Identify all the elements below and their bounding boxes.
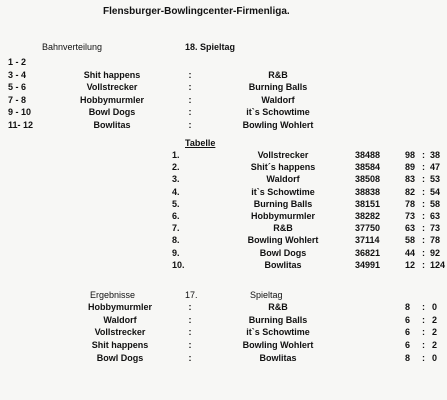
separator: : [188,352,192,363]
team-name: Bowlitas [264,259,302,270]
points-against: 47 [430,162,441,173]
home-team: Bowlitas [93,119,131,130]
rank: 5. [172,198,180,209]
lane-number: 7 - 8 [8,94,27,105]
away-team: Bowling Wohlert [242,340,314,351]
home-team: Vollstrecker [86,82,138,92]
score-colon: : [422,211,425,221]
points-for: 78 [404,198,415,209]
score-home: 6 [404,327,410,338]
away-team: Burning Balls [248,314,308,325]
away-team: R&B [268,69,288,80]
table-heading: Tabelle [185,138,216,148]
points-for: 89 [404,162,415,173]
rank: 6. [172,211,180,221]
points-against: 78 [430,235,441,246]
team-name: it`s Schowtime [251,186,315,197]
rank: 9. [172,247,180,258]
page-title: Flensburger-Bowlingcenter-Firmenliga. [103,6,290,17]
points-for: 12 [404,259,415,270]
points-against: 73 [430,223,441,234]
score-colon: : [422,340,425,351]
team-name: Bowl Dogs [259,247,307,258]
score-away: 2 [432,327,438,338]
lane-number: 11- 12 [8,119,34,130]
separator: : [188,314,192,325]
score-colon: : [422,352,425,363]
separator: : [188,119,192,130]
score-colon: : [422,247,425,258]
score-colon: : [422,235,425,246]
score-colon: : [422,314,425,325]
home-team: Bowl Dogs [88,107,136,117]
score-away: 0 [432,352,438,363]
separator: : [188,69,192,80]
rank: 2. [172,162,180,173]
away-team: Waldorf [261,94,295,105]
pins: 34991 [355,259,381,270]
points-for: 63 [404,223,415,234]
pins: 38584 [355,162,381,173]
team-name: Hobbymurmler [250,211,316,221]
lane-number: 5 - 6 [8,82,27,92]
score-colon: : [422,150,425,160]
score-colon: : [422,259,425,270]
points-against: 54 [430,186,441,197]
score-away: 2 [432,340,438,351]
points-against: 38 [430,150,441,160]
home-team: Shit happens [91,340,149,351]
home-team: Waldorf [103,314,137,325]
pins: 38508 [355,174,381,185]
rank: 7. [172,223,180,234]
away-team: it`s Schowtime [246,107,310,117]
points-for: 98 [404,150,415,160]
score-colon: : [422,198,425,209]
home-team: Shit happens [83,69,141,80]
points-for: 82 [404,186,415,197]
away-team: Bowling Wohlert [242,119,314,130]
lane-assignment-heading: Bahnverteilung [42,42,103,52]
home-team: Hobbymurmler [87,302,153,312]
separator: : [188,327,192,338]
home-team: Vollstrecker [94,327,146,338]
pins: 38282 [355,211,381,221]
away-team: Burning Balls [248,82,308,92]
score-colon: : [422,302,425,312]
team-name: Shit´s happens [250,162,316,173]
separator: : [188,107,192,117]
home-team: Hobbymurmler [79,94,145,105]
score-home: 8 [404,302,410,312]
pins: 37750 [355,223,381,234]
score-colon: : [422,186,425,197]
rank: 3. [172,174,180,185]
away-team: R&B [268,302,288,312]
points-against: 92 [430,247,441,258]
matchday-heading: 18. Spieltag [185,42,236,52]
score-away: 2 [432,314,438,325]
points-against: 63 [430,211,441,221]
results-matchday-number: 17. [185,290,198,300]
points-for: 73 [404,211,415,221]
team-name: Vollstrecker [257,150,309,160]
pins: 38151 [355,198,381,209]
rank: 4. [172,186,180,197]
score-colon: : [422,162,425,173]
separator: : [188,94,192,105]
results-heading: Ergebnisse [90,290,136,300]
points-for: 58 [404,235,415,246]
score-home: 6 [404,314,410,325]
team-name: R&B [273,223,293,234]
away-team: it`s Schowtime [246,327,310,338]
score-colon: : [422,174,425,185]
pins: 36821 [355,247,381,258]
separator: : [188,82,192,92]
team-name: Waldorf [266,174,300,185]
score-colon: : [422,327,425,338]
pins: 38488 [355,150,381,160]
score-home: 6 [404,340,410,351]
results-matchday-label: Spieltag [250,290,283,300]
score-away: 0 [432,302,438,312]
rank: 1. [172,150,180,160]
points-for: 83 [404,174,415,185]
team-name: Bowling Wohlert [247,235,319,246]
lane-number: 9 - 10 [8,107,32,117]
points-against: 124 [430,259,446,270]
pins: 37114 [355,235,380,246]
separator: : [188,302,192,312]
points-against: 53 [430,174,441,185]
rank: 8. [172,235,180,246]
points-for: 44 [404,247,415,258]
score-home: 8 [404,352,410,363]
points-against: 58 [430,198,441,209]
score-colon: : [422,223,425,234]
lane-number: 3 - 4 [8,69,27,80]
pins: 38838 [355,186,381,197]
lane-number: 1 - 2 [8,57,27,67]
home-team: Bowl Dogs [96,352,144,363]
separator: : [188,340,192,351]
away-team: Bowlitas [259,352,297,363]
rank: 10. [172,259,185,270]
team-name: Burning Balls [253,198,313,209]
